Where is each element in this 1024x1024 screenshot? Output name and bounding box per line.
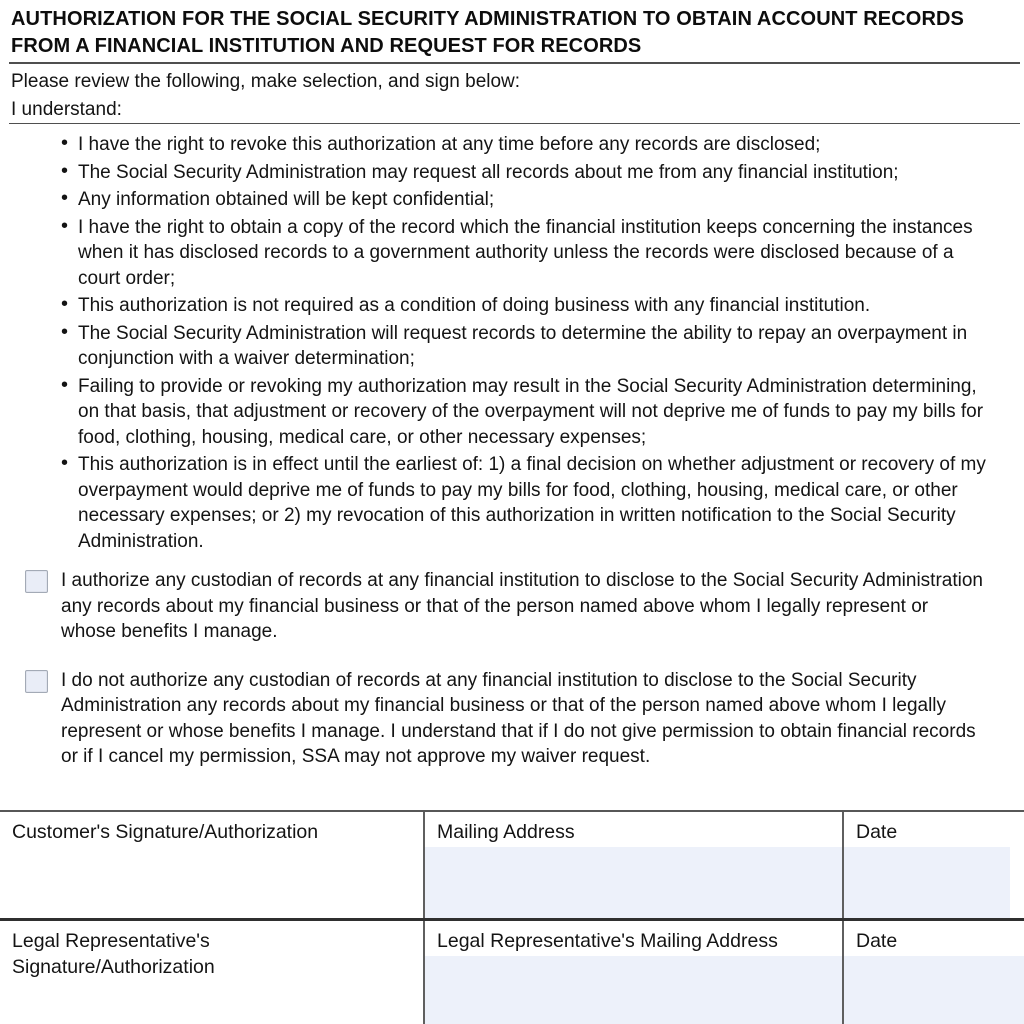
legal-rep-mailing-address-cell <box>423 921 842 1024</box>
legal-rep-date-label: Date <box>856 930 898 952</box>
list-item-revoke: • I have the right to revoke this authorization at any time before any records are disclosed; <box>78 132 1000 158</box>
authorize-checkbox[interactable] <box>25 570 48 593</box>
mailing-address-label: Mailing Address <box>437 821 575 843</box>
customer-date-label: Date <box>856 821 898 843</box>
legal-rep-date-field[interactable] <box>844 956 1024 1024</box>
understanding-list <box>0 132 1000 554</box>
understand-line: I understand: <box>11 99 122 120</box>
legal-representative-row <box>0 918 1024 1024</box>
legal-rep-signature-label: Legal Representative's Signature/Authorization <box>12 930 215 978</box>
instruction-line: Please review the following, make selection, and sign below: <box>11 71 521 92</box>
do-not-authorize-option-label: I do not authorize any custodian of records at any financial institution to disclose to the Social Security Administration any records about my financial business or that of the person named above whom I legally represent or whose benefits I manage. I understand that if I do not give permission to obtain financial records or if I cancel my permission, SSA may not approve my waiver request. <box>61 669 976 767</box>
customer-signature-area <box>0 847 423 918</box>
title-divider <box>9 62 1020 64</box>
list-item-repay-ability: • The Social Security Administration will request records to determine the ability to repay an overpayment in conjunction with a waiver determination; <box>78 321 1000 372</box>
legal-rep-date-cell <box>842 921 1024 1024</box>
authorize-option <box>25 568 1010 645</box>
mailing-address-field[interactable] <box>425 847 842 918</box>
customer-date-cell <box>842 812 1024 918</box>
section-divider <box>9 123 1020 124</box>
list-item-confidential: • Any information obtained will be kept confidential; <box>78 187 1000 213</box>
mailing-address-cell <box>423 812 842 918</box>
legal-rep-signature-cell <box>0 921 423 1024</box>
do-not-authorize-option <box>25 668 1010 770</box>
do-not-authorize-checkbox[interactable] <box>25 670 48 693</box>
signature-table <box>0 810 1024 1024</box>
authorize-option-label: I authorize any custodian of records at any financial institution to disclose to the Social Security Administration any records about my financial business or that of the person named above whom I legally represent or whose benefits I manage. <box>61 570 983 642</box>
list-item-request-records: • The Social Security Administration may request all records about me from any financial institution; <box>78 160 1000 186</box>
legal-rep-mailing-address-label: Legal Representative's Mailing Address <box>437 930 778 952</box>
list-item-not-required: • This authorization is not required as a condition of doing business with any financial institution. <box>78 293 1000 319</box>
list-item-effect-until: • This authorization is in effect until the earliest of: 1) a final decision on whether adjustment or recovery of my overpayment would deprive me of funds to pay my bills for food, clothing, housing, medical care, or other necessary expenses; or 2) my revocation of this authorization in written notification to the Social Security Administration. <box>78 452 1000 554</box>
customer-signature-cell <box>0 812 423 918</box>
legal-rep-signature-area <box>0 980 423 1024</box>
list-item-failing-to-provide: • Failing to provide or revoking my authorization may result in the Social Security Administration determining, on that basis, that adjustment or recovery of the overpayment will not deprive me of funds to pay my bills for food, clothing, housing, medical care, or other necessary expenses; <box>78 374 1000 451</box>
form-title: AUTHORIZATION FOR THE SOCIAL SECURITY ADMINISTRATION TO OBTAIN ACCOUNT RECORDS FROM A FINANCIAL INSTITUTION AND REQUEST FOR RECORDS <box>11 8 964 57</box>
legal-rep-mailing-address-field[interactable] <box>425 956 842 1024</box>
list-item-copy-of-record: • I have the right to obtain a copy of the record which the financial institution keeps concerning the instances when it has disclosed records to a government authority unless the records were disclosed because of a court order; <box>78 215 1000 292</box>
customer-signature-label: Customer's Signature/Authorization <box>12 821 319 843</box>
customer-date-field[interactable] <box>844 847 1010 918</box>
customer-signature-row <box>0 812 1024 918</box>
